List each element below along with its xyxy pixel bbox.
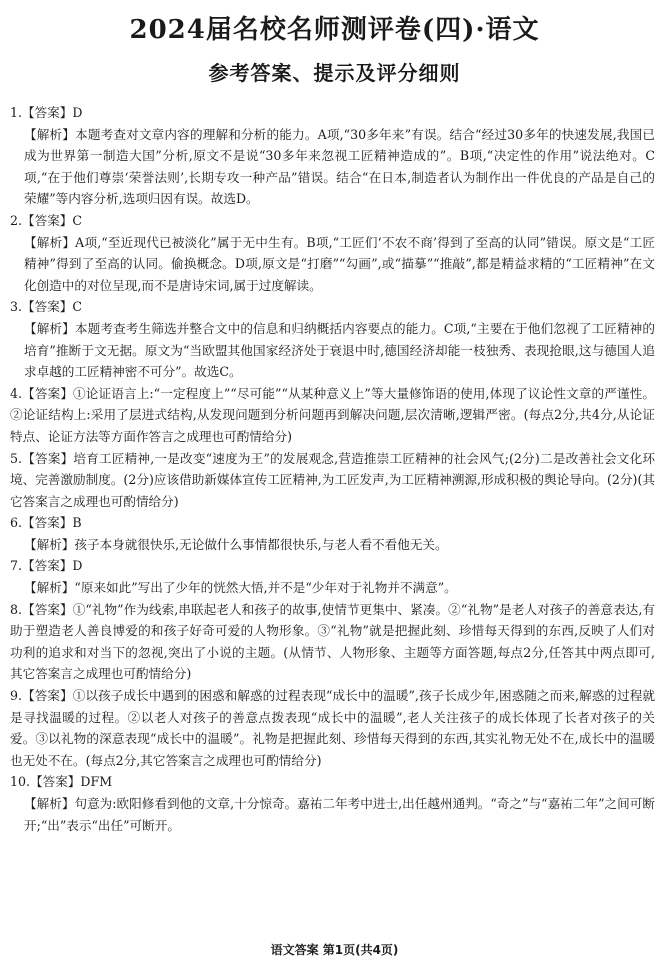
answer-item-7 bbox=[10, 555, 655, 598]
answer-item-6 bbox=[10, 512, 655, 555]
explanation-text: 【解析】孩子本身就很快乐,无论做什么事情都很快乐,与老人看不看他无关。 bbox=[24, 536, 448, 552]
answer-text: 3.【答案】C bbox=[10, 299, 83, 315]
answer-item-3 bbox=[10, 296, 655, 382]
answer-list bbox=[10, 102, 655, 836]
page-title: 2024届名校名师测评卷(四)·语文 bbox=[129, 15, 540, 45]
answer-item-8 bbox=[10, 599, 655, 685]
page-footer: 语文答案 第1页(共4页) bbox=[270, 943, 399, 957]
answer-text: 10.【答案】DFM bbox=[10, 774, 113, 790]
explanation-text: 【解析】A项,“至近现代已被淡化”属于无中生有。B项,“工匠们‘不农不商’得到了至高的认同”错误。原文是“工匠精神”得到了至高的认同。偷换概念。D项,原文是“打磨”“勾画”,或“描摹”“推敲”,都是精益求精的“工匠精神”在文化创造中的对位呈现,而不是唐诗宋词,属于过度解读。 bbox=[24, 234, 655, 293]
answer-text: 4.【答案】①论证语言上:“一定程度上”“尽可能”“从某种意义上”等大量修饰语的使用,体现了议论性文章的严谨性。②论证结构上:采用了层进式结构,从发现问题到分析问题再到解决问题,层次清晰,逻辑严密。(每点2分,共4分,从论证特点、论证方法等方面作答言之成理也可酌情给分) bbox=[10, 385, 655, 444]
answer-text: 7.【答案】D bbox=[10, 558, 83, 574]
answer-text: 5.【答案】培育工匠精神,一是改变“速度为王”的发展观念,营造推崇工匠精神的社会风气;(2分)二是改善社会文化环境、完善激励制度。(2分)应该借助新媒体宣传工匠精神,为工匠发声,为工匠精神溯源,形成积极的舆论导向。(2分)(其它答案言之成理也可酌情给分) bbox=[10, 450, 655, 509]
answer-item-5 bbox=[10, 448, 655, 513]
answer-text: 2.【答案】C bbox=[10, 212, 83, 228]
answer-text: 8.【答案】①“礼物”作为线索,串联起老人和孩子的故事,使情节更集中、紧凑。②“礼物”是老人对孩子的善意表达,有助于塑造老人善良博爱的和孩子好奇可爱的人物形象。③“礼物”就是把握此刻、珍惜每天得到的东西,反映了人们对功利的追求和对当下的忽视,突出了小说的主题。(从情节、人物形象、主题等方面答题,每点2分,任答其中两点即可,其它答案言之成理也可酌情给分) bbox=[10, 601, 655, 682]
answer-text: 1.【答案】D bbox=[10, 105, 83, 120]
answer-item-4 bbox=[10, 383, 655, 448]
answer-item-10 bbox=[10, 771, 655, 836]
explanation-text: 【解析】本题考查对文章内容的理解和分析的能力。A项,“30多年来”有误。结合“经过30多年的快速发展,我国已成为世界第一制造大国”分析,原文不是说“30多年来忽视工匠精神造成的”。B项,“决定性的作用”说法绝对。C项,“在于他们尊崇‘荣誉法则’,长期专攻一种产品”错误。结合“在日本,制造者认为制作出一件优良的产品是自己的荣耀”等内容分析,选项归因有误。故选D。 bbox=[24, 126, 655, 207]
answer-item-1 bbox=[10, 102, 655, 210]
page-subtitle: 参考答案、提示及评分细则 bbox=[208, 61, 461, 85]
explanation-text: 【解析】句意为:欧阳修看到他的文章,十分惊奇。嘉祐二年考中进士,出任越州通判。“奇之”与“嘉祐二年”之间可断开;“出”表示“出任”可断开。 bbox=[24, 796, 655, 833]
answer-text: 6.【答案】B bbox=[10, 515, 82, 531]
answer-text: 9.【答案】①以孩子成长中遇到的困惑和解惑的过程表现“成长中的温暖”,孩子长成少年,困惑随之而来,解惑的过程就是寻找温暖的过程。②以老人对孩子的善意点拨表现“成长中的温暖”,老人关注孩子的成长体现了长者对孩子的关爱。③以礼物的深意表现“成长中的温暖”。礼物是把握此刻、珍惜每天得到的东西,其实礼物无处不在,成长中的温暖也无处不在。(每点2分,其它答案言之成理也可酌情给分) bbox=[10, 688, 655, 768]
answer-item-2 bbox=[10, 210, 655, 296]
explanation-text: 【解析】“原来如此”写出了少年的恍然大悟,并不是“少年对于礼物并不满意”。 bbox=[24, 580, 457, 596]
answer-item-9 bbox=[10, 685, 655, 771]
explanation-text: 【解析】本题考查考生筛选并整合文中的信息和归纳概括内容要点的能力。C项,“主要在于他们忽视了工匠精神的培育”推断于文无据。原文为“当欧盟其他国家经济处于衰退中时,德国经济却能一枝独秀、表现抢眼,这与德国人追求卓越的工匠精神密不可分”。故选C。 bbox=[24, 320, 655, 380]
